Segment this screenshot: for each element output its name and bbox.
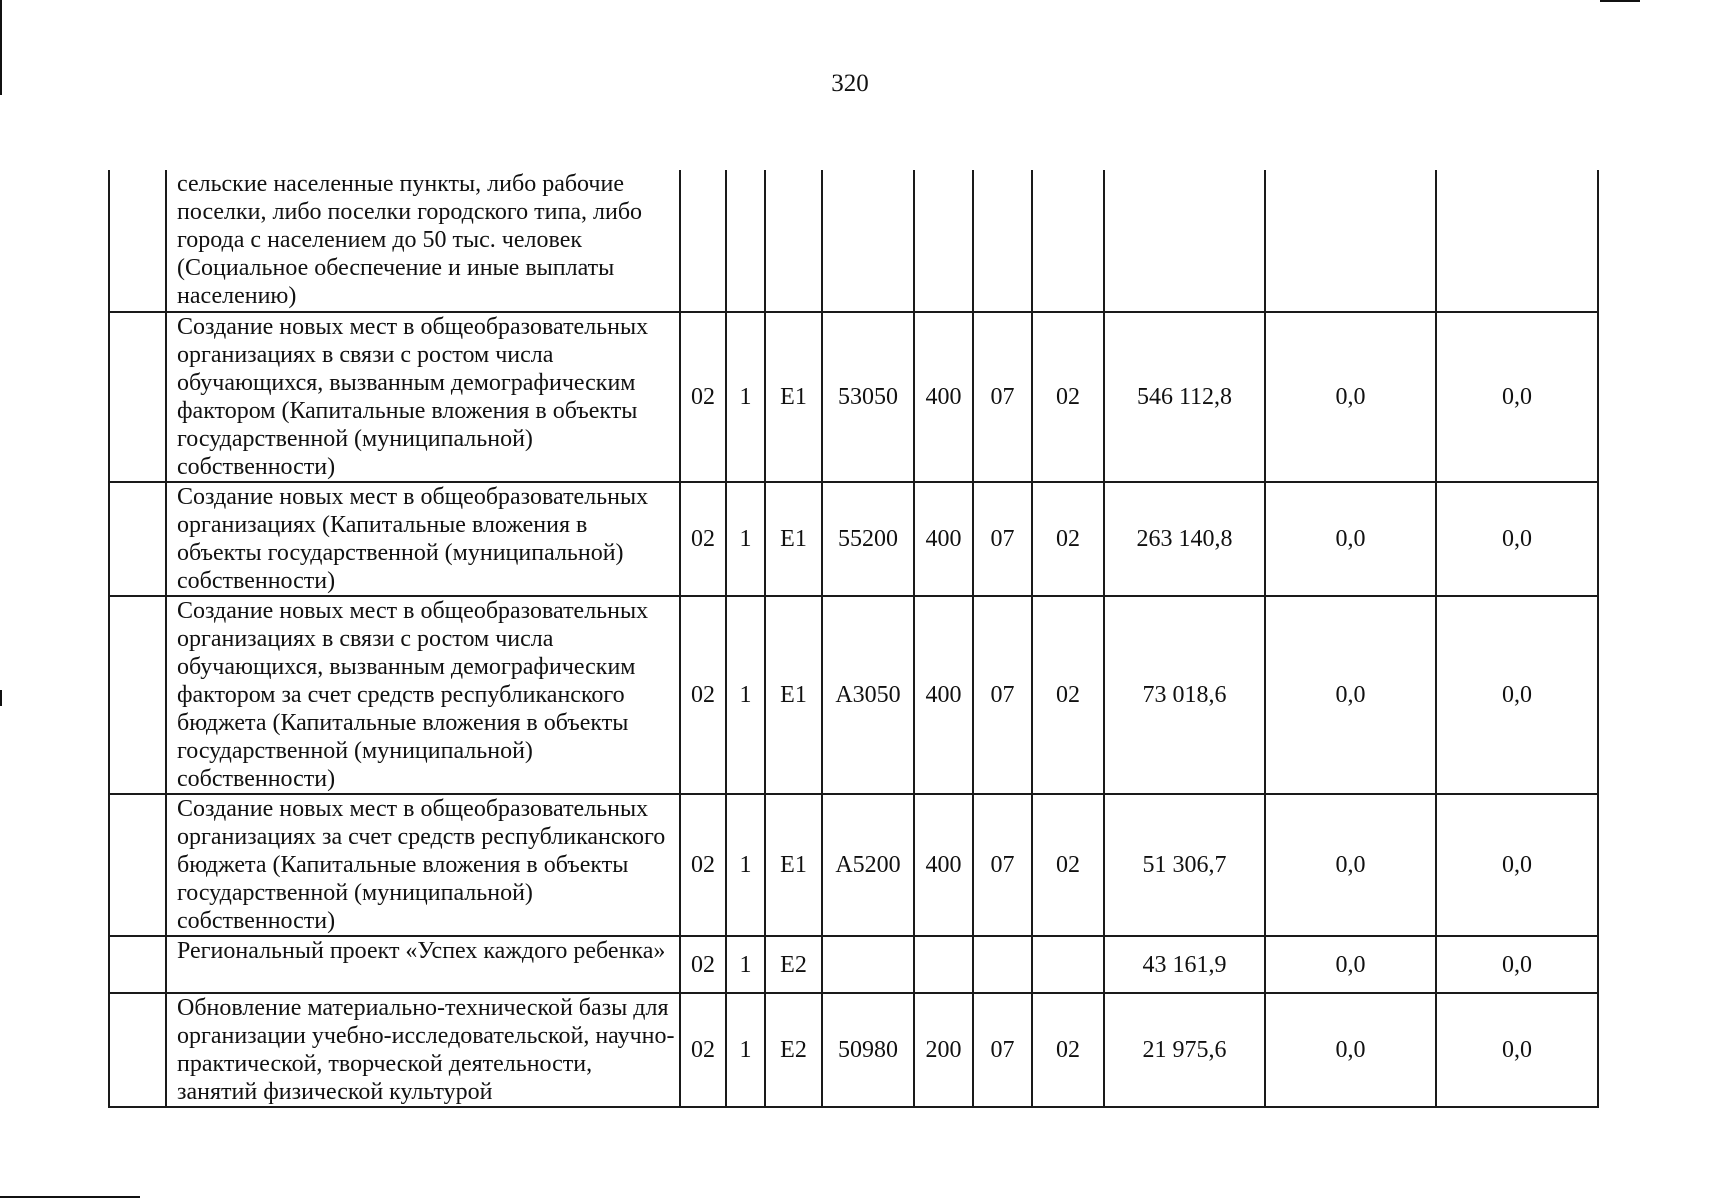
scan-edge-mark (0, 0, 2, 95)
section-cell: 07 (973, 794, 1032, 936)
subprogram-cell: 1 (726, 596, 765, 794)
page-number: 320 (831, 70, 869, 97)
subprogram-cell: 1 (726, 993, 765, 1107)
description-cell: Создание новых мест в общеобразовательных организациях в связи с ростом числа обучающихся, вызванным демографическим фактором за счет средств республиканского бюджета (Капитальные вложения в объекты государственной (муниципальной) собственности) (166, 596, 680, 794)
direction-cell: 55200 (822, 482, 914, 596)
row-number-cell (109, 170, 166, 312)
amount-2-cell: 0,0 (1265, 993, 1436, 1107)
direction-cell: 50980 (822, 993, 914, 1107)
section-cell: 07 (973, 993, 1032, 1107)
amount-1-cell: 263 140,8 (1104, 482, 1265, 596)
table-row (109, 993, 1598, 1107)
project-cell: Е1 (765, 482, 822, 596)
program-cell: 02 (680, 312, 726, 482)
row-number-cell (109, 312, 166, 482)
scan-edge-mark (0, 690, 2, 706)
section-cell: 07 (973, 482, 1032, 596)
expense-type-cell: 400 (914, 794, 973, 936)
table-row (109, 482, 1598, 596)
direction-cell (822, 170, 914, 312)
program-cell: 02 (680, 596, 726, 794)
amount-1-cell: 51 306,7 (1104, 794, 1265, 936)
section-cell (973, 936, 1032, 993)
table-row (109, 596, 1598, 794)
direction-cell: 53050 (822, 312, 914, 482)
project-cell: Е2 (765, 993, 822, 1107)
subsection-cell (1032, 170, 1104, 312)
scan-edge-mark (0, 1196, 140, 1198)
expense-type-cell: 400 (914, 312, 973, 482)
description-cell: Обновление материально-технической базы для организации учебно-исследовательской, научно-практической, творческой деятельности, занятий физической культурой (166, 993, 680, 1107)
subsection-cell: 02 (1032, 596, 1104, 794)
direction-cell: А5200 (822, 794, 914, 936)
amount-1-cell: 21 975,6 (1104, 993, 1265, 1107)
subsection-cell: 02 (1032, 482, 1104, 596)
table-row (109, 794, 1598, 936)
subsection-cell (1032, 936, 1104, 993)
amount-3-cell (1436, 170, 1598, 312)
section-cell (973, 170, 1032, 312)
amount-2-cell: 0,0 (1265, 312, 1436, 482)
table-row (109, 312, 1598, 482)
amount-2-cell: 0,0 (1265, 936, 1436, 993)
project-cell: Е1 (765, 794, 822, 936)
description-cell: Создание новых мест в общеобразовательных организациях в связи с ростом числа обучающихся, вызванным демографическим фактором (Капитальные вложения в объекты государственной (муниципальной) собственности) (166, 312, 680, 482)
subsection-cell: 02 (1032, 312, 1104, 482)
amount-1-cell: 43 161,9 (1104, 936, 1265, 993)
amount-3-cell: 0,0 (1436, 312, 1598, 482)
subsection-cell: 02 (1032, 794, 1104, 936)
program-cell: 02 (680, 794, 726, 936)
expense-type-cell: 400 (914, 596, 973, 794)
amount-1-cell (1104, 170, 1265, 312)
description-cell: Создание новых мест в общеобразовательных организациях за счет средств республиканского бюджета (Капитальные вложения в объекты государственной (муниципальной) собственности) (166, 794, 680, 936)
amount-2-cell: 0,0 (1265, 596, 1436, 794)
subprogram-cell: 1 (726, 482, 765, 596)
budget-table (108, 170, 1599, 1108)
program-cell (680, 170, 726, 312)
table-row (109, 170, 1598, 312)
amount-3-cell: 0,0 (1436, 482, 1598, 596)
amount-2-cell: 0,0 (1265, 482, 1436, 596)
direction-cell (822, 936, 914, 993)
project-cell: Е2 (765, 936, 822, 993)
amount-3-cell: 0,0 (1436, 936, 1598, 993)
project-cell: Е1 (765, 596, 822, 794)
description-cell: Региональный проект «Успех каждого ребенка» (166, 936, 680, 993)
amount-2-cell (1265, 170, 1436, 312)
direction-cell: А3050 (822, 596, 914, 794)
amount-1-cell: 73 018,6 (1104, 596, 1265, 794)
row-number-cell (109, 993, 166, 1107)
expense-type-cell: 400 (914, 482, 973, 596)
subprogram-cell (726, 170, 765, 312)
amount-3-cell: 0,0 (1436, 993, 1598, 1107)
project-cell: Е1 (765, 312, 822, 482)
subsection-cell: 02 (1032, 993, 1104, 1107)
description-cell: Создание новых мест в общеобразовательных организациях (Капитальные вложения в объекты государственной (муниципальной) собственности) (166, 482, 680, 596)
scan-edge-mark (1600, 0, 1640, 2)
program-cell: 02 (680, 482, 726, 596)
section-cell: 07 (973, 312, 1032, 482)
program-cell: 02 (680, 993, 726, 1107)
program-cell: 02 (680, 936, 726, 993)
row-number-cell (109, 596, 166, 794)
expense-type-cell (914, 936, 973, 993)
expense-type-cell: 200 (914, 993, 973, 1107)
subprogram-cell: 1 (726, 312, 765, 482)
amount-3-cell: 0,0 (1436, 596, 1598, 794)
table-row (109, 936, 1598, 993)
expense-type-cell (914, 170, 973, 312)
project-cell (765, 170, 822, 312)
row-number-cell (109, 936, 166, 993)
amount-2-cell: 0,0 (1265, 794, 1436, 936)
row-number-cell (109, 794, 166, 936)
row-number-cell (109, 482, 166, 596)
subprogram-cell: 1 (726, 794, 765, 936)
amount-3-cell: 0,0 (1436, 794, 1598, 936)
amount-1-cell: 546 112,8 (1104, 312, 1265, 482)
description-cell: сельские населенные пункты, либо рабочие поселки, либо поселки городского типа, либо города с населением до 50 тыс. человек (Социальное обеспечение и иные выплаты населению) (166, 170, 680, 312)
subprogram-cell: 1 (726, 936, 765, 993)
section-cell: 07 (973, 596, 1032, 794)
